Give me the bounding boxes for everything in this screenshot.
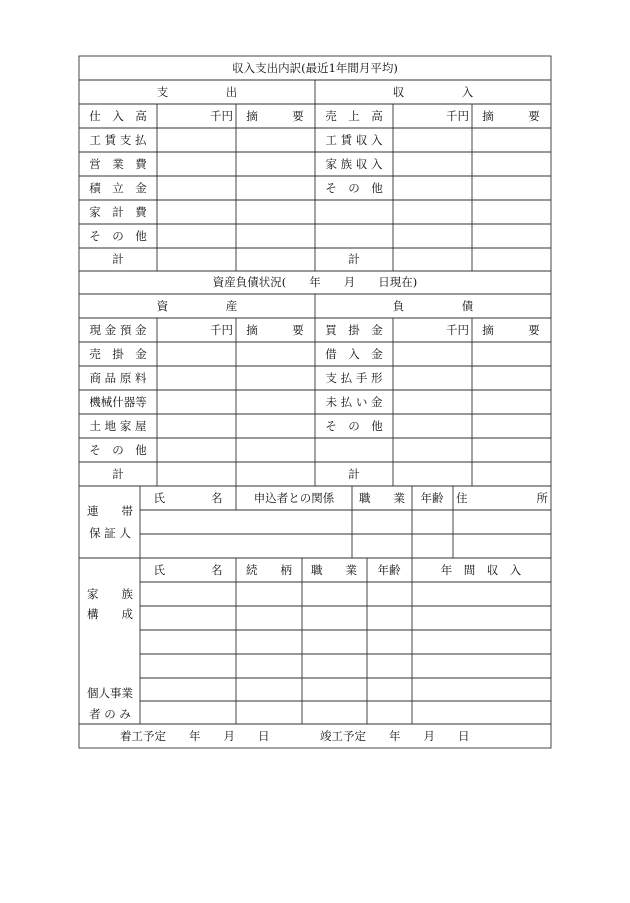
family-label-1: 家 族 bbox=[87, 587, 133, 601]
balance-title: 資産負債状況( 年 月 日現在) bbox=[212, 275, 418, 289]
revenue-item-family-income: 家 族 収 入 bbox=[325, 157, 383, 171]
asset-total: 計 bbox=[112, 467, 124, 481]
liability-note-header: 摘 要 bbox=[482, 323, 540, 337]
family-income-header: 年 間 収 入 bbox=[440, 563, 522, 577]
liability-item-accrued: 未 払 い 金 bbox=[325, 395, 383, 409]
guarantor-label-2: 保 証 人 bbox=[89, 526, 131, 540]
family-label-4: 者 の み bbox=[89, 707, 131, 721]
liability-unit: 千円 bbox=[446, 323, 469, 337]
revenue-item-other: そ の 他 bbox=[325, 181, 383, 195]
family-section bbox=[79, 558, 551, 724]
liability-header: 負 債 bbox=[392, 299, 474, 313]
family-age-header: 年齢 bbox=[377, 563, 401, 577]
expense-item-household: 家 計 費 bbox=[89, 205, 147, 219]
guarantor-relation-header: 申込者との関係 bbox=[253, 491, 335, 505]
asset-note-header: 摘 要 bbox=[246, 323, 304, 337]
asset-item-equipment: 機械什器等 bbox=[89, 395, 147, 409]
asset-unit: 千円 bbox=[210, 323, 233, 337]
family-job-header: 職 業 bbox=[311, 563, 357, 577]
liability-item-other: そ の 他 bbox=[325, 419, 383, 433]
expense-header: 支 出 bbox=[156, 85, 238, 99]
revenue-item-wage-income: 工 賃 収 入 bbox=[325, 133, 383, 147]
expense-note-header: 摘 要 bbox=[246, 109, 304, 123]
revenue-header: 収 入 bbox=[392, 85, 474, 99]
expense-item-purchases: 仕 入 高 bbox=[89, 109, 147, 123]
liability-item-payables: 買 掛 金 bbox=[325, 323, 383, 337]
guarantor-address-header: 住 所 bbox=[456, 491, 548, 505]
family-label-3: 個人事業 bbox=[87, 686, 133, 700]
liability-item-loans: 借 入 金 bbox=[325, 347, 383, 361]
family-relation-header: 続 柄 bbox=[246, 563, 292, 577]
asset-item-receivables: 売 掛 金 bbox=[89, 347, 147, 361]
start-schedule: 着工予定 年 月 日 bbox=[120, 729, 270, 743]
guarantor-name-header: 氏 名 bbox=[153, 491, 223, 505]
expense-item-wages: 工 賃 支 払 bbox=[89, 133, 147, 147]
family-label-2: 構 成 bbox=[87, 607, 133, 621]
revenue-note-header: 摘 要 bbox=[482, 109, 540, 123]
asset-header: 資 産 bbox=[156, 299, 238, 313]
expense-unit: 千円 bbox=[210, 109, 233, 123]
expense-item-operating: 営 業 費 bbox=[89, 157, 147, 171]
asset-item-real-estate: 土 地 家 屋 bbox=[89, 419, 147, 433]
asset-item-inventory: 商 品 原 料 bbox=[89, 371, 147, 385]
guarantor-job-header: 職 業 bbox=[359, 491, 405, 505]
expense-item-savings: 積 立 金 bbox=[89, 181, 147, 195]
revenue-unit: 千円 bbox=[446, 109, 469, 123]
completion-schedule: 竣工予定 年 月 日 bbox=[320, 729, 470, 743]
income-title: 収入支出内訳(最近1年間月平均) bbox=[232, 61, 398, 75]
guarantor-label-1: 連 帯 bbox=[87, 504, 133, 518]
income-section bbox=[79, 61, 551, 271]
liability-total: 計 bbox=[348, 467, 360, 481]
expense-total: 計 bbox=[112, 252, 124, 266]
schedule-row bbox=[120, 729, 470, 743]
family-name-header: 氏 名 bbox=[153, 563, 223, 577]
asset-item-cash: 現 金 預 金 bbox=[89, 323, 147, 337]
guarantor-age-header: 年齢 bbox=[420, 491, 444, 505]
revenue-item-sales: 売 上 高 bbox=[325, 109, 383, 123]
revenue-total: 計 bbox=[348, 252, 360, 266]
asset-item-other: そ の 他 bbox=[89, 443, 147, 457]
expense-item-other: そ の 他 bbox=[89, 229, 147, 243]
balance-section bbox=[79, 275, 551, 486]
liability-item-notes-payable: 支 払 手 形 bbox=[325, 371, 383, 385]
guarantor-section bbox=[79, 486, 551, 558]
